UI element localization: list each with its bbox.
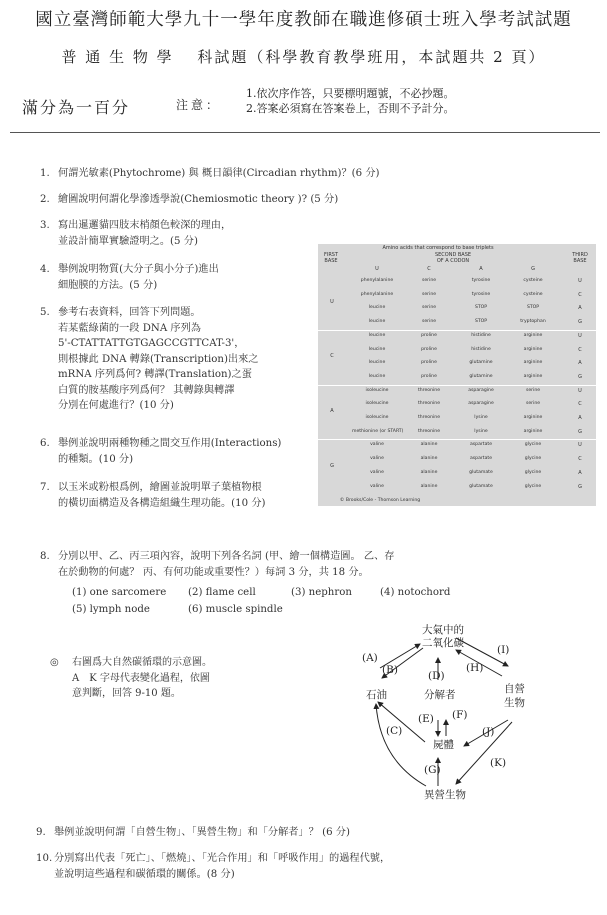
third-base-letter: G <box>578 483 582 490</box>
question-text: 寫出暹邏貓四肢末梢顏色較深的理由， <box>58 220 232 231</box>
first-base-letter: C <box>330 353 334 360</box>
third-base-letter: U <box>578 442 582 449</box>
codon-cell: serine <box>421 305 437 311</box>
codon-cell: threonine <box>417 401 441 407</box>
process-label: (B) <box>382 664 398 676</box>
question-text: 何謂光敏素(Phytochrome) 與 概日韻律(Circadian rhythm)？(6 分) <box>58 168 380 179</box>
codon-cell: glycine <box>524 483 542 489</box>
codon-cell: isoleucine <box>365 415 389 420</box>
process-label: (E) <box>418 713 434 725</box>
question-text: 白質的胺基酸序列爲何？ 其轉錄與轉譯 <box>58 384 235 396</box>
codon-table-caption: Amino acids that correspond to base triplets <box>382 245 494 251</box>
autotroph-node <box>504 682 525 710</box>
exam-subtitle: 普 通 生 物 學 科試題（科學教育教學班用，本試題共 2 頁） <box>61 48 546 66</box>
codon-cell: STOP <box>474 305 488 311</box>
autotroph-label: 生物 <box>504 697 525 709</box>
codon-cell: serine <box>525 401 541 407</box>
codon-cell: leucine <box>368 360 386 366</box>
question-text: 並說明這些過程和碳循環的關係。(8 分) <box>54 868 235 880</box>
codon-cell: leucine <box>368 305 386 311</box>
third-base-letter: U <box>578 387 582 394</box>
codon-cell: aspartate <box>469 456 493 462</box>
codon-cell: proline <box>421 360 437 366</box>
first-base-letter: A <box>330 408 334 415</box>
codon-cell: leucine <box>368 346 386 352</box>
third-base-letter: U <box>578 278 582 284</box>
codon-cell: alanine <box>420 483 438 489</box>
codon-cell: serine <box>421 278 437 283</box>
codon-table-credit: © Brooks/Cole - Thomson Learning <box>339 498 421 503</box>
third-base-letter: C <box>578 346 582 353</box>
divider <box>10 132 600 133</box>
question-text: 若某藍綠菌的一段 DNA 序列為 <box>58 322 201 334</box>
q8-option: (4) notochord <box>380 587 451 598</box>
codon-cell: serine <box>421 319 437 325</box>
process-label: (A) <box>362 652 378 664</box>
codon-cell: tyrosine <box>471 278 491 283</box>
question-text: 參考右表資料，回答下列問題。 <box>58 307 201 318</box>
question-text: 舉例並說明何謂「自營生物」、「異營生物」和「分解者」？ (6 分) <box>54 827 350 838</box>
carbon-intro-mark: ◎ <box>50 657 59 668</box>
second-base-header: OF A CODON <box>436 258 470 264</box>
codon-cell: leucine <box>368 319 386 325</box>
question-number: 4. <box>40 264 50 275</box>
codon-grid-line <box>318 330 596 331</box>
question-5 <box>40 305 258 414</box>
codon-cell: lysine <box>474 415 488 420</box>
third-base-letter: A <box>578 415 582 421</box>
third-base-letter: A <box>578 469 582 476</box>
codon-table <box>318 244 596 506</box>
question-number: 9. <box>36 827 46 838</box>
codon-cell: arginine <box>523 428 543 434</box>
question-number: 8. <box>40 551 50 562</box>
q8-option: (2) flame cell <box>188 587 256 598</box>
codon-cell: cysteine <box>523 278 543 283</box>
exam-title: 國立臺灣師範大學九十一學年度教師在職進修碩士班入學考試試題 <box>35 10 572 30</box>
question-text: 則根據此 DNA 轉錄(Transcription)出來之 <box>58 353 259 365</box>
question-text: 5'-CTATTATTGTGAGCCGTTCAT-3'， <box>58 338 245 349</box>
q8-option: (3) nephron <box>291 587 352 598</box>
question-1 <box>40 166 380 182</box>
question-text: 在於動物的何處？ 丙、有何功能或重要性？）每詞 3 分，共 18 分。 <box>58 566 369 578</box>
question-8 <box>40 549 394 580</box>
codon-cell: valine <box>370 442 384 448</box>
process-label: (F) <box>452 709 468 721</box>
question-text: 分別在何處進行？(10 分) <box>58 400 174 411</box>
codon-cell: aspartate <box>469 442 493 448</box>
petroleum-node: 石油 <box>366 689 387 701</box>
codon-cell: arginine <box>523 373 543 379</box>
question-7 <box>40 480 266 511</box>
carbon-intro-line: 右圖爲大自然碳循環的示意圖。 <box>72 657 212 668</box>
q8-option: (5) lymph node <box>72 604 150 615</box>
carbon-intro-line: 意判斷，回答 9-10 題。 <box>72 688 181 699</box>
third-base-header: THIRD <box>572 252 588 258</box>
co2-label: 大氣中的 <box>422 624 464 636</box>
third-base-letter: A <box>578 305 582 312</box>
codon-cell: valine <box>370 469 384 475</box>
third-base-letter: G <box>578 373 582 380</box>
question-number: 7. <box>40 482 50 493</box>
question-3 <box>40 218 231 249</box>
third-base-header: BASE <box>573 258 587 264</box>
question-number: 10. <box>36 853 53 864</box>
question-2 <box>40 192 338 208</box>
codon-cell: arginine <box>523 346 543 352</box>
question-9 <box>36 825 350 841</box>
question-text: 分別以甲、乙、丙三項內容，說明下列各名詞 (甲、繪一個構造圖。 乙、存 <box>58 551 395 562</box>
question-text: 細胞膜的方法。(5 分) <box>58 279 158 291</box>
carbon-intro <box>72 655 212 702</box>
codon-cell: methionine (or START) <box>352 428 404 434</box>
codon-cell: tyrosine <box>471 291 491 297</box>
process-label: (C) <box>386 725 403 737</box>
notes <box>246 86 455 116</box>
autotroph-label: 自營 <box>504 683 525 695</box>
third-base-letter: C <box>578 456 582 463</box>
question-6 <box>40 436 281 467</box>
codon-cell: alanine <box>420 469 438 475</box>
codon-cell: lysine <box>474 428 488 434</box>
question-text: 以玉米或粉根爲例，繪圖並說明單子葉植物根 <box>58 482 262 493</box>
first-base-header: FIRST <box>323 252 339 258</box>
codon-cell: asparagine <box>468 401 494 407</box>
q8-options <box>72 587 572 619</box>
process-label: (J) <box>482 726 495 738</box>
codon-cell: arginine <box>523 332 543 338</box>
codon-cell: glutamate <box>469 469 493 475</box>
codon-cell: cysteine <box>523 291 543 297</box>
full-score: 滿分為一百分 <box>22 98 131 117</box>
codon-cell: arginine <box>523 415 543 420</box>
codon-cell: isoleucine <box>365 387 389 393</box>
codon-cell: tryptophan <box>520 319 546 325</box>
codon-cell: valine <box>370 456 384 462</box>
co2-node <box>422 624 464 650</box>
codon-cell: histidine <box>471 346 491 352</box>
decomposer-node: 分解者 <box>424 689 456 701</box>
note-label: 注意： <box>176 98 222 112</box>
question-text: 分別寫出代表「死亡」、「燃燒」、「光合作用」和「呼吸作用」的過程代號， <box>54 853 391 864</box>
codon-grid-line <box>318 439 596 440</box>
codon-cell: histidine <box>471 332 491 338</box>
question-text: 的種類。(10 分) <box>58 453 134 465</box>
question-4 <box>40 262 219 293</box>
question-text: 舉例並說明兩種物種之間交互作用(Interactions) <box>58 438 282 449</box>
question-number: 2. <box>40 194 50 205</box>
codon-cell: STOP <box>526 305 540 311</box>
corpse-node: 屍體 <box>433 739 454 751</box>
codon-cell: isoleucine <box>365 401 389 407</box>
codon-cell: glycine <box>524 442 542 448</box>
codon-cell: glutamate <box>469 483 493 489</box>
codon-cell: arginine <box>523 360 543 366</box>
third-base-letter: G <box>578 319 582 326</box>
codon-cell: valine <box>370 483 384 489</box>
question-text: 並設計簡單實驗證明之。(5 分) <box>58 235 198 247</box>
question-number: 5. <box>40 307 50 318</box>
second-base-letter: U <box>375 266 379 272</box>
co2-label: 二氧化碳 <box>422 637 464 649</box>
note-line: 2.答案必須寫在答案卷上，否則不予計分。 <box>246 102 455 115</box>
codon-cell: threonine <box>417 428 441 434</box>
question-text: 舉例說明物質(大分子與小分子)進出 <box>58 264 219 275</box>
second-base-letter: A <box>479 266 483 272</box>
codon-cell: alanine <box>420 442 438 448</box>
carbon-intro-line: A K 字母代表變化過程，依圖 <box>72 672 210 684</box>
codon-cell: glycine <box>524 456 542 462</box>
codon-cell: alanine <box>420 456 438 462</box>
first-base-letter: U <box>330 298 334 305</box>
second-base-header: SECOND BASE <box>434 252 472 258</box>
question-text: 繪圖說明何謂化學滲透學說(Chemiosmotic theory )? (5 分) <box>58 194 339 205</box>
codon-cell: glycine <box>524 469 542 475</box>
question-text: 的橫切面構造及各構造組織生理功能。(10 分) <box>58 497 266 509</box>
process-label: (D) <box>428 670 445 682</box>
q8-option: (6) muscle spindle <box>188 604 283 615</box>
note-line: 1.依次序作答，只要標明題號，不必抄題。 <box>246 87 455 100</box>
process-label: (I) <box>497 644 510 656</box>
codon-cell: serine <box>421 291 437 297</box>
process-label: (K) <box>490 757 507 769</box>
second-base-letter: C <box>427 266 431 272</box>
third-base-letter: U <box>578 332 582 339</box>
codon-cell: STOP <box>474 319 488 325</box>
third-base-letter: A <box>578 360 582 367</box>
first-base-letter: G <box>330 462 334 469</box>
codon-cell: proline <box>421 373 437 379</box>
codon-cell: leucine <box>368 332 386 338</box>
heterotroph-node: 異營生物 <box>424 789 466 801</box>
codon-cell: phenylalanine <box>360 278 394 283</box>
process-label: (H) <box>466 662 484 674</box>
question-10 <box>36 851 390 882</box>
codon-cell: threonine <box>417 415 441 420</box>
first-base-header: BASE <box>324 258 338 264</box>
process-label: (G) <box>424 764 441 776</box>
third-base-letter: C <box>578 401 582 408</box>
codon-cell: leucine <box>368 373 386 379</box>
codon-cell: phenylalanine <box>360 291 394 297</box>
question-number: 6. <box>40 438 50 449</box>
codon-cell: serine <box>525 387 541 393</box>
q8-option: (1) one sarcomere <box>72 587 167 598</box>
codon-cell: proline <box>421 332 437 338</box>
question-number: 1. <box>40 168 50 179</box>
second-base-letter: G <box>531 266 535 272</box>
question-number: 3. <box>40 220 50 231</box>
codon-cell: proline <box>421 346 437 352</box>
third-base-letter: C <box>578 291 582 298</box>
codon-cell: threonine <box>417 387 441 393</box>
codon-cell: glutamine <box>469 373 493 379</box>
third-base-letter: G <box>578 428 582 435</box>
codon-grid-line <box>318 385 596 386</box>
codon-cell: asparagine <box>468 387 494 393</box>
codon-cell: glutamine <box>469 360 493 366</box>
question-text: mRNA 序列爲何? 轉譯(Translation)之蛋 <box>58 369 252 380</box>
